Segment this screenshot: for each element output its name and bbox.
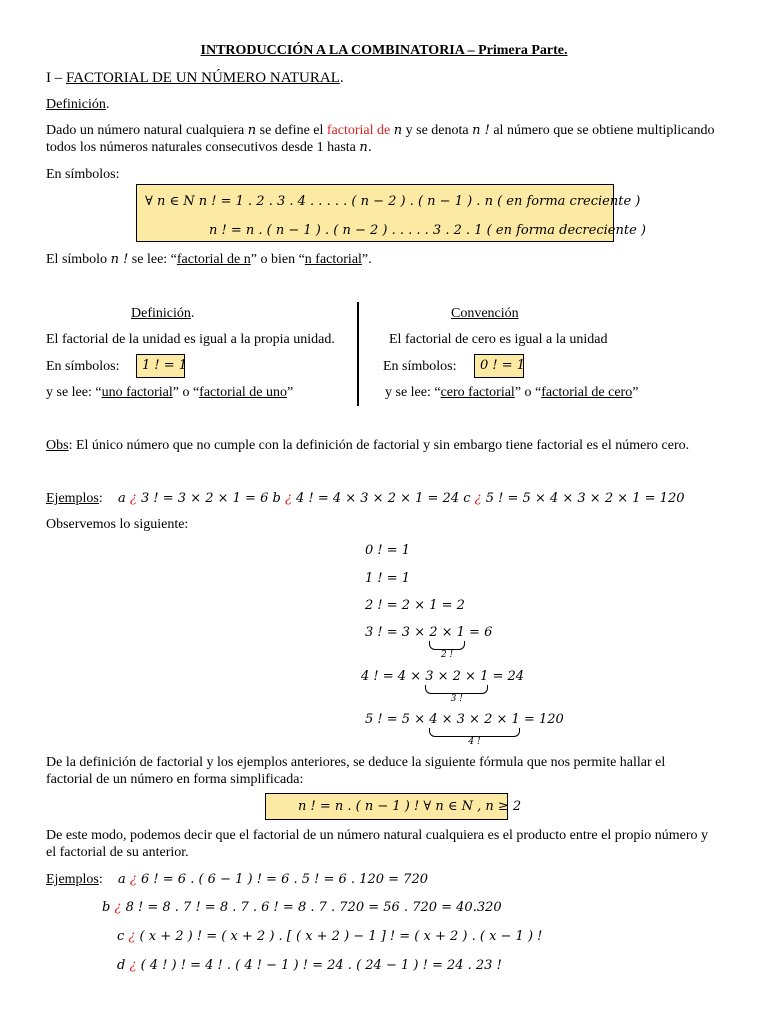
recursive-formula: n ! = n . ( n − 1 ) ! ∀ n ∈ N , n ≥ 2 — [298, 799, 522, 814]
definition-paragraph-line2 — [46, 139, 372, 157]
read-factorial-de-n: factorial de n — [176, 252, 251, 267]
factorial-four-c: = 24 — [488, 669, 525, 684]
inverted-question-mark: ¿ — [128, 929, 136, 944]
factorial-zero: 0 ! = 1 — [365, 543, 411, 558]
left-column-text: El factorial de la unidad es igual a la propia unidad. — [46, 332, 335, 347]
right-symbols-label: En símbolos: — [383, 359, 457, 374]
left-column-reading — [46, 384, 293, 402]
read-n-factorial: n factorial — [304, 252, 362, 267]
recursive-formula-box — [265, 793, 522, 820]
page-title: INTRODUCCIÓN A LA COMBINATORIA – Primera Parte. — [200, 43, 568, 58]
factorial-five-c: = 120 — [519, 712, 564, 727]
read-text-c: se lee: “ — [128, 252, 177, 267]
def-var-nf: n ! — [472, 123, 490, 138]
observe-text: Observemos lo siguiente: — [46, 517, 189, 532]
section-suffix: . — [339, 70, 344, 86]
examples-2-colon: : — [98, 872, 103, 887]
right-column-reading — [385, 384, 638, 402]
def-text-1: Dado un número natural cualquiera — [46, 123, 248, 138]
example-2d: d ¿ ( 4 ! ) ! = 4 ! . ( 4 ! − 1 ) ! = 24 . ( 24 − 1 ) ! = 24 . 23 ! — [117, 958, 502, 973]
underbrace — [429, 641, 465, 650]
formula-decreasing: n ! = n . ( n − 1 ) . ( n − 2 ) . . . . . 3 . 2 . 1 ( en forma decreciente ) — [209, 223, 646, 238]
example-2c: c ¿ ( x + 2 ) ! = ( x + 2 ) . [ ( x + 2 ) − 1 ] ! = ( x + 2 ) . ( x − 1 ) ! — [117, 929, 543, 944]
formula-increasing: ∀ n ∈ N n ! = 1 . 2 . 3 . 4 . . . . . ( n − 2 ) . ( n − 1 ) . n ( en forma creciente ) — [145, 194, 641, 209]
underbrace — [429, 728, 520, 737]
def-text-3: y se denota — [402, 123, 473, 138]
underbrace-label-3: 3 ! — [450, 694, 463, 704]
read-text-g: ”. — [361, 252, 372, 267]
factorial-four — [361, 668, 525, 704]
one-factorial-formula: 1 ! = 1 — [142, 358, 188, 373]
zero-factorial-box — [474, 354, 524, 378]
right-column-text: El factorial de cero es igual a la unidad — [389, 332, 608, 347]
inverted-question-mark: ¿ — [114, 900, 122, 915]
right-read-cero-factorial: cero factorial — [440, 385, 515, 400]
examples-1-colon: : — [98, 491, 103, 506]
underbrace — [425, 685, 488, 694]
underbrace-label-2: 2 ! — [440, 650, 454, 660]
right-column-heading: Convención — [451, 306, 519, 321]
def-var-n-end: n. — [359, 140, 372, 155]
example-2b: b ¿ 8 ! = 8 . 7 ! = 8 . 7 . 6 ! = 8 . 7 . 720 = 56 . 720 = 40.320 — [102, 900, 502, 915]
example-2a: a ¿ 6 ! = 6 . ( 6 − 1 ) ! = 6 . 5 ! = 6 . 120 = 720 — [118, 872, 428, 887]
obs-label: Obs — [46, 438, 69, 453]
section-prefix: I – — [46, 70, 66, 86]
one-factorial-box — [136, 354, 188, 378]
read-text-e: ” o bien “ — [250, 252, 305, 267]
left-symbols-label: En símbolos: — [46, 359, 120, 374]
deduce-line2: factorial de un número en forma simplificada: — [46, 772, 304, 787]
examples-1-formulas: a ¿ 3 ! = 3 × 2 × 1 = 6 b ¿ 4 ! = 4 × 3 × 2 × 1 = 24 c ¿ 5 ! = 5 × 4 × 3 × 2 × 1 = 120 — [118, 491, 685, 506]
def-var-n: n — [247, 123, 257, 138]
left-column-heading: Definición. — [131, 306, 195, 321]
right-read-factorial-de-cero: factorial de cero — [541, 385, 633, 400]
left-heading-text: Definición — [131, 306, 191, 321]
factorial-five-braced — [429, 711, 520, 747]
def-var-n-2: n — [393, 123, 403, 138]
factorial-four-b: 3 × 2 × 1 — [425, 669, 489, 684]
left-read-c: ” o “ — [172, 385, 200, 400]
examples-2-label — [46, 871, 103, 889]
deduce-line1: De la definición de factorial y los ejemplos anteriores, se deduce la siguiente fórmula que nos permite hallar el — [46, 755, 666, 770]
section-heading-text: FACTORIAL DE UN NÚMERO NATURAL — [66, 70, 340, 86]
read-nf: n ! — [110, 252, 129, 267]
symbols-label: En símbolos: — [46, 167, 120, 182]
def-text-4: al número que se obtiene multiplicando — [489, 123, 715, 138]
underbrace-label-4: 4 ! — [468, 737, 481, 747]
left-read-e: ” — [287, 385, 294, 400]
definition-heading: Definición. — [46, 97, 110, 112]
left-read-a: y se lee: “ — [46, 385, 102, 400]
factorial-five — [365, 711, 564, 747]
def-text-line2: todos los números naturales consecutivos desde 1 hasta — [46, 140, 360, 155]
definition-label: Definición — [46, 97, 106, 112]
read-text-a: El símbolo — [46, 252, 111, 267]
conclusion-line1: De este modo, podemos decir que el factorial de un número natural cualquiera es el producto entre el propio número y — [46, 828, 709, 843]
factorial-five-a: 5 ! = 5 × — [365, 712, 430, 727]
inverted-question-mark: ¿ — [129, 958, 137, 973]
left-read-uno-factorial: uno factorial — [101, 385, 173, 400]
definition-paragraph-line1 — [46, 122, 715, 140]
factorial-four-braced — [425, 668, 489, 704]
def-text-2: se define el — [256, 123, 327, 138]
factorial-three-braced — [429, 624, 465, 660]
examples-1-label-text: Ejemplos — [46, 491, 99, 506]
section-heading — [46, 69, 344, 87]
factorial-four-a: 4 ! = 4 × — [361, 669, 426, 684]
symbol-reading — [46, 251, 372, 269]
inverted-question-mark: ¿ — [129, 491, 137, 506]
factorial-two: 2 ! = 2 × 1 = 2 — [365, 598, 465, 613]
examples-2-label-text: Ejemplos — [46, 872, 99, 887]
column-divider — [357, 302, 359, 406]
factorial-three-b: 2 × 1 — [429, 625, 465, 640]
factorial-formula-box — [136, 184, 646, 242]
def-red-text: factorial de — [326, 123, 391, 138]
inverted-question-mark: ¿ — [284, 491, 292, 506]
factorial-three-c: = 6 — [464, 625, 493, 640]
right-read-a: y se lee: “ — [385, 385, 441, 400]
examples-1-label — [46, 490, 103, 508]
zero-factorial-formula: 0 ! = 1 — [480, 358, 526, 373]
inverted-question-mark: ¿ — [474, 491, 482, 506]
factorial-five-b: 4 × 3 × 2 × 1 — [429, 712, 520, 727]
factorial-three — [365, 624, 493, 660]
right-read-e: ” — [632, 385, 639, 400]
conclusion-line2: el factorial de su anterior. — [46, 845, 189, 860]
left-read-factorial-de-uno: factorial de uno — [199, 385, 288, 400]
factorial-three-a: 3 ! = 3 × — [365, 625, 430, 640]
inverted-question-mark: ¿ — [129, 872, 137, 887]
observation — [46, 437, 689, 455]
factorial-one: 1 ! = 1 — [365, 571, 411, 586]
obs-text: : El único número que no cumple con la definición de factorial y sin embargo tiene factorial es el número cero. — [68, 438, 690, 453]
right-read-c: ” o “ — [514, 385, 542, 400]
